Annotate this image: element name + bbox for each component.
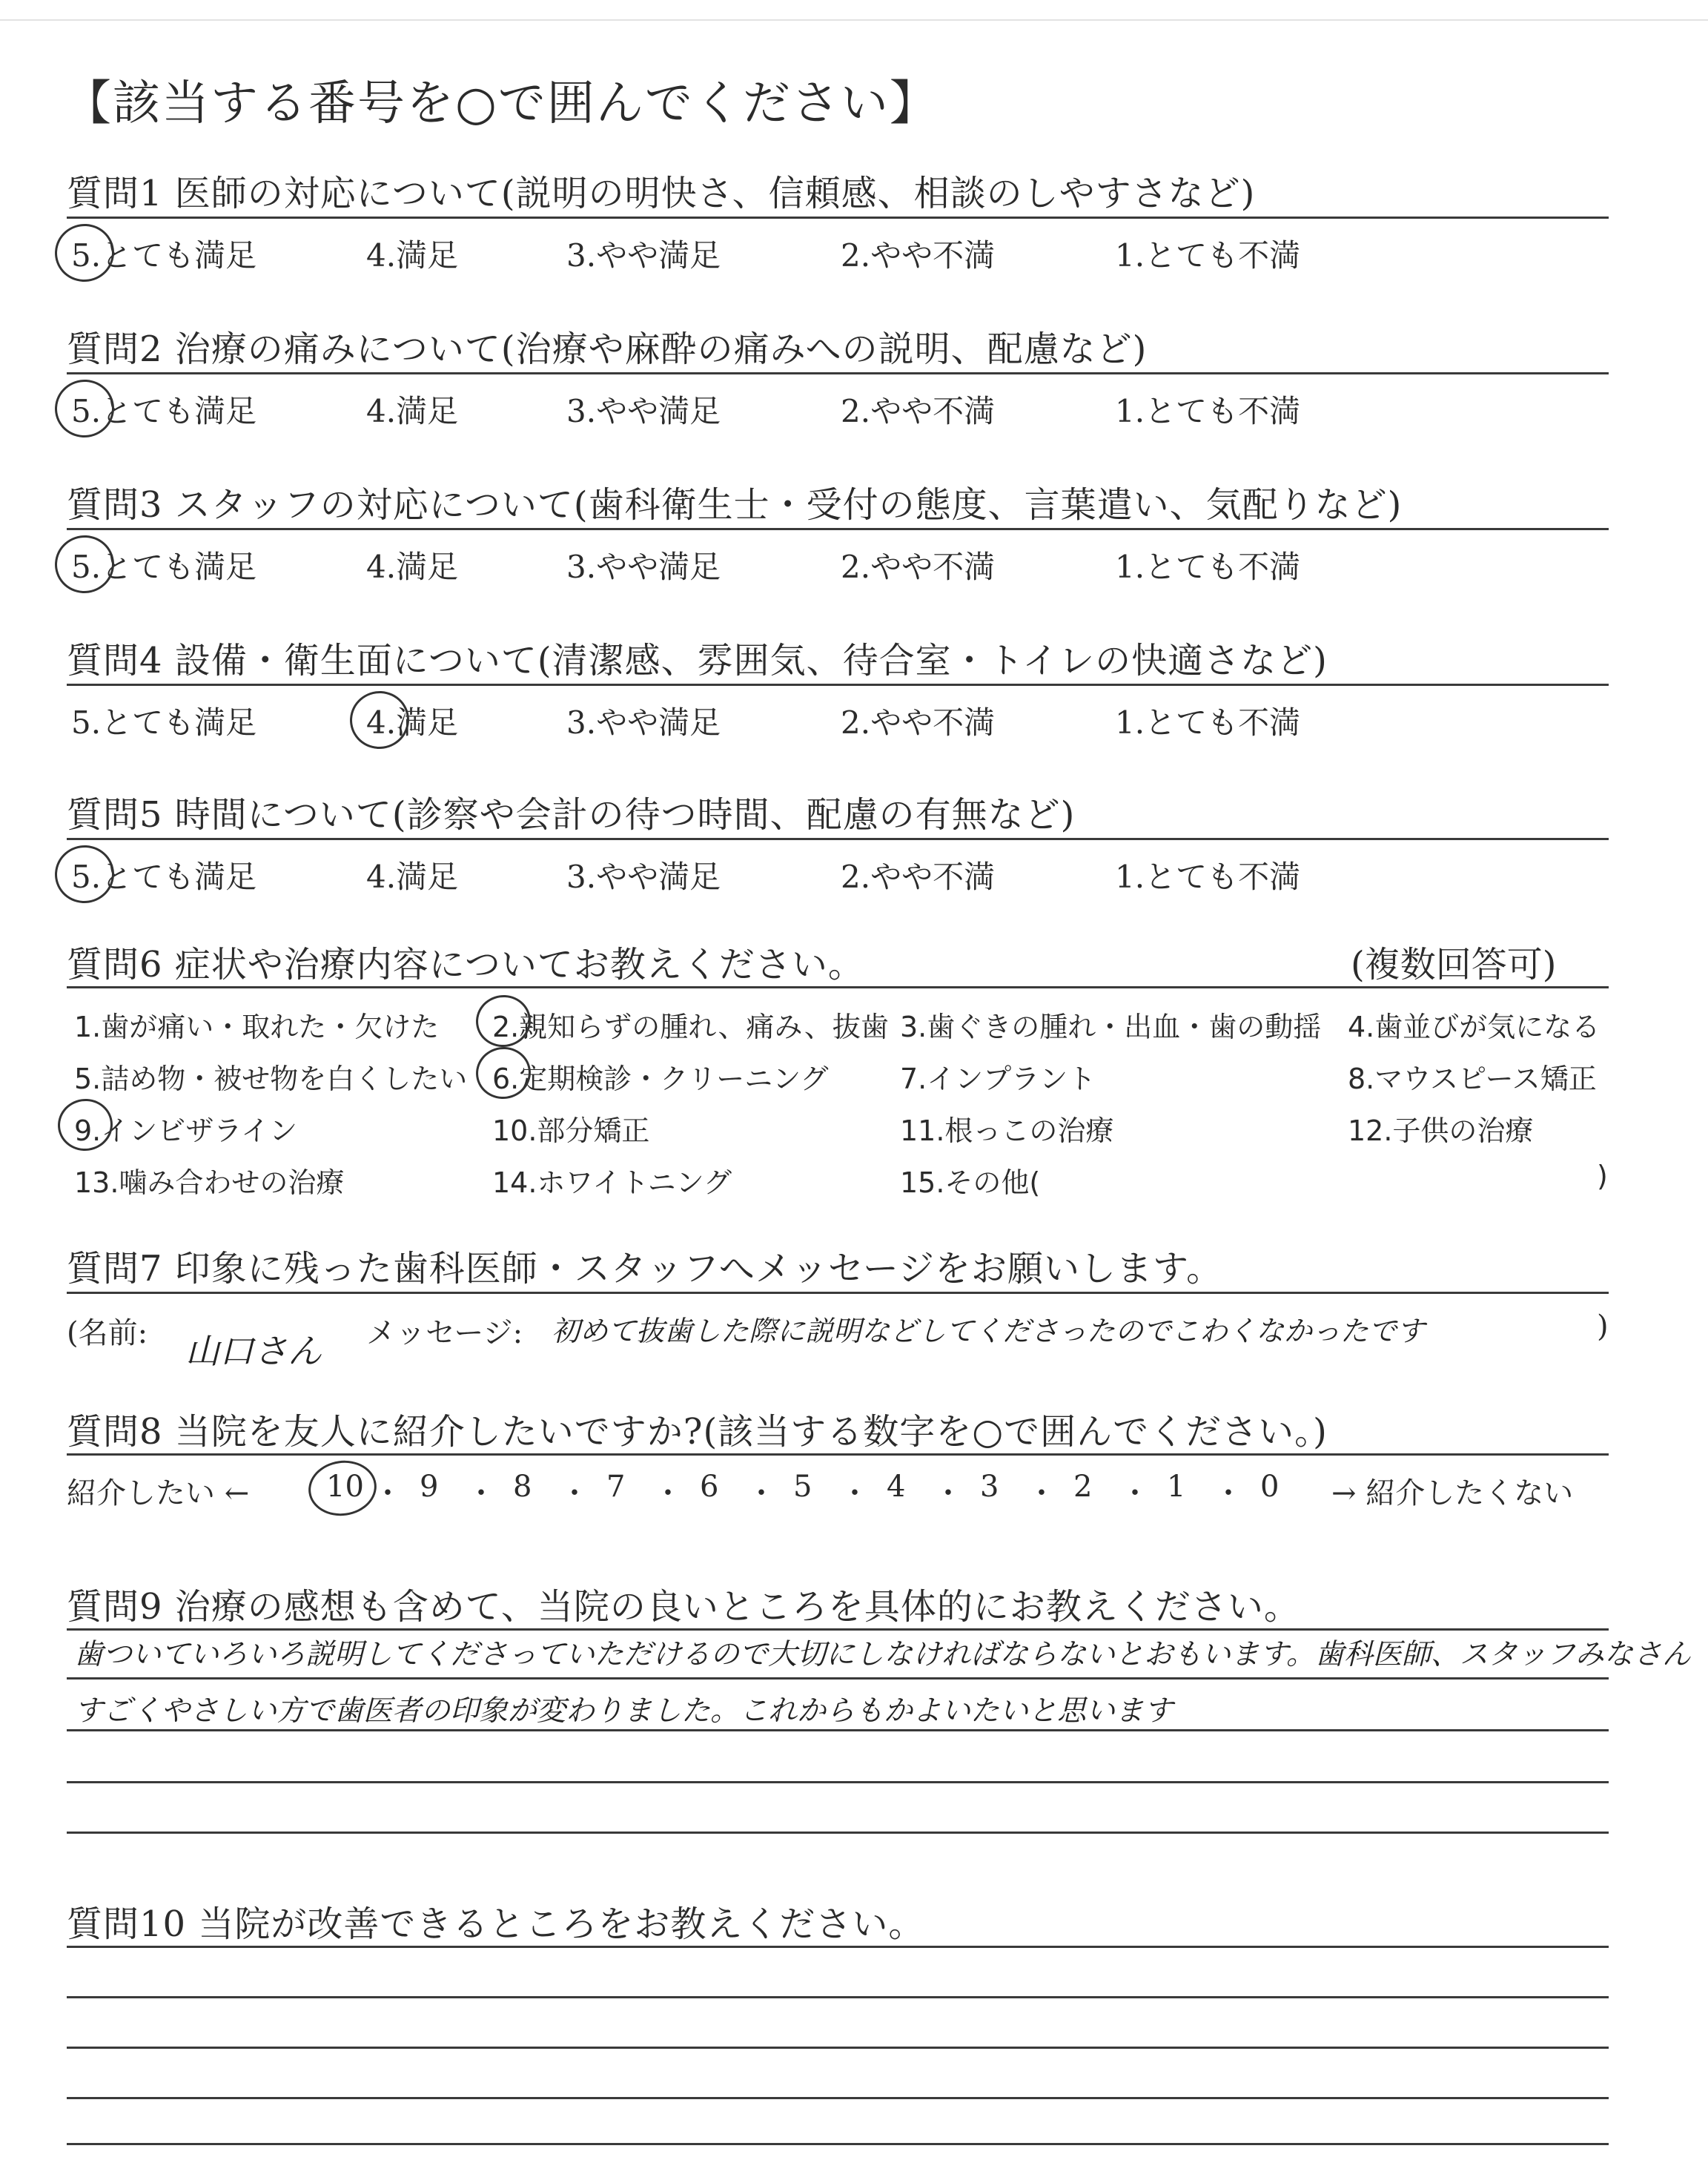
q6-option-5[interactable]: 5.詰め物・被せ物を白くしたい: [74, 1063, 468, 1095]
q1-option-2[interactable]: 2.やや不満: [841, 237, 996, 274]
q3-option-4[interactable]: 4.満足: [366, 549, 459, 585]
q7-name-value[interactable]: 山口さん: [185, 1331, 322, 1371]
q7-message-value[interactable]: 初めて抜歯した際に説明などしてくださったのでこわくなかったです: [552, 1315, 1426, 1347]
q6-option-7[interactable]: 7.インプラント: [900, 1063, 1096, 1095]
q7-name-label: (名前:: [67, 1316, 148, 1350]
q8-scale-7[interactable]: 7: [606, 1470, 626, 1504]
q8-scale-separator: ・: [840, 1476, 870, 1510]
q8-title: 質問8 当院を友人に紹介したいですか?(該当する数字を○で囲んでください。): [67, 1411, 1328, 1453]
q2-rule: [67, 372, 1609, 374]
q2-option-3[interactable]: 3.やや満足: [566, 393, 721, 429]
q5-option-5[interactable]: 5.とても満足: [71, 859, 257, 895]
q1-option-3[interactable]: 3.やや満足: [566, 237, 721, 274]
q4-option-3[interactable]: 3.やや満足: [566, 704, 721, 741]
q8-scale-separator: ・: [747, 1476, 776, 1510]
q4-title: 質問4 設備・衛生面について(清潔感、雰囲気、待合室・トイレの快適さなど): [67, 640, 1328, 681]
q4-rule: [67, 684, 1609, 686]
q10-rule-5: [67, 2143, 1609, 2145]
q5-option-1[interactable]: 1.とても不満: [1115, 859, 1301, 895]
q6-option-11[interactable]: 11.根っこの治療: [900, 1114, 1114, 1147]
q1-option-4[interactable]: 4.満足: [366, 237, 459, 274]
q6-option-6[interactable]: 6.定期検診・クリーニング: [492, 1063, 829, 1095]
q8-scale-separator: ・: [1027, 1476, 1056, 1510]
q8-scale-8[interactable]: 8: [513, 1470, 532, 1504]
q8-scale-separator: ・: [653, 1476, 683, 1510]
q8-scale-4[interactable]: 4: [887, 1470, 906, 1504]
q6-option-4[interactable]: 4.歯並びが気になる: [1348, 1011, 1601, 1043]
q8-scale-3[interactable]: 3: [980, 1470, 999, 1504]
q5-title: 質問5 時間について(診察や会計の待つ時間、配慮の有無など): [67, 794, 1076, 836]
q8-scale-separator: ・: [560, 1476, 589, 1510]
q6-other-close-paren: ): [1597, 1160, 1608, 1192]
q8-scale-separator: ・: [466, 1476, 496, 1510]
q1-option-1[interactable]: 1.とても不満: [1115, 237, 1301, 274]
q4-option-4[interactable]: 4.満足: [366, 704, 459, 741]
q3-option-1[interactable]: 1.とても不満: [1115, 549, 1301, 585]
q9-rule-4: [67, 1781, 1609, 1783]
page-top-edge: [0, 19, 1708, 21]
q2-title: 質問2 治療の痛みについて(治療や麻酔の痛みへの説明、配慮など): [67, 328, 1148, 370]
q6-option-9[interactable]: 9.インビザライン: [74, 1114, 298, 1147]
q4-option-5[interactable]: 5.とても満足: [71, 704, 257, 741]
q8-selection-circle: [305, 1456, 380, 1520]
q6-option-10[interactable]: 10.部分矯正: [492, 1114, 650, 1147]
q8-scale-10[interactable]: 10: [326, 1470, 364, 1504]
q8-scale-separator: ・: [1214, 1476, 1243, 1510]
q2-option-1[interactable]: 1.とても不満: [1115, 393, 1301, 429]
q1-title: 質問1 医師の対応について(説明の明快さ、信頼感、相談のしやすさなど): [67, 173, 1256, 214]
q6-rule: [67, 986, 1609, 988]
q7-title: 質問7 印象に残った歯科医師・スタッフへメッセージをお願いします。: [67, 1248, 1223, 1289]
q10-title: 質問10 当院が改善できるところをお教えください。: [67, 1903, 925, 1945]
q7-message-label: メッセージ:: [366, 1316, 523, 1350]
q3-option-2[interactable]: 2.やや不満: [841, 549, 996, 585]
q6-option-12[interactable]: 12.子供の治療: [1348, 1114, 1534, 1147]
q10-rule-2: [67, 1996, 1609, 1998]
q7-rule: [67, 1292, 1609, 1294]
q8-scale-separator: ・: [373, 1476, 403, 1510]
q6-option-1[interactable]: 1.歯が痛い・取れた・欠けた: [74, 1011, 440, 1043]
q4-option-1[interactable]: 1.とても不満: [1115, 704, 1301, 741]
q9-rule-1: [67, 1628, 1609, 1631]
q9-rule-3: [67, 1729, 1609, 1731]
q2-option-5[interactable]: 5.とても満足: [71, 393, 257, 429]
q8-rule: [67, 1453, 1609, 1456]
q10-rule-1: [67, 1946, 1609, 1948]
q5-option-3[interactable]: 3.やや満足: [566, 859, 721, 895]
q5-rule: [67, 838, 1609, 840]
q6-option-13[interactable]: 13.噛み合わせの治療: [74, 1166, 345, 1199]
q5-option-4[interactable]: 4.満足: [366, 859, 459, 895]
q6-option-8[interactable]: 8.マウスピース矯正: [1348, 1063, 1597, 1095]
q8-scale-9[interactable]: 9: [420, 1470, 439, 1504]
q2-option-4[interactable]: 4.満足: [366, 393, 459, 429]
q9-answer-line-2[interactable]: すごくやさしい方で歯医者の印象が変わりました。これからもかよいたいと思います: [74, 1694, 1174, 1728]
q6-option-2[interactable]: 2.親知らずの腫れ、痛み、抜歯: [492, 1011, 889, 1043]
q10-rule-3: [67, 2047, 1609, 2049]
q3-title: 質問3 スタッフの対応について(歯科衛生士・受付の態度、言葉遣い、気配りなど): [67, 484, 1403, 526]
q6-option-15[interactable]: 15.その他(: [900, 1166, 1041, 1199]
q9-rule-2: [67, 1677, 1609, 1680]
q6-title: 質問6 症状や治療内容についてお教えください。: [67, 944, 864, 985]
q8-scale-1[interactable]: 1: [1167, 1470, 1186, 1504]
q10-rule-4: [67, 2097, 1609, 2099]
q8-scale-2[interactable]: 2: [1073, 1470, 1093, 1504]
q4-option-2[interactable]: 2.やや不満: [841, 704, 996, 741]
q3-option-3[interactable]: 3.やや満足: [566, 549, 721, 585]
q6-multi-note: (複数回答可): [1351, 944, 1557, 985]
q1-rule: [67, 217, 1609, 219]
q3-option-5[interactable]: 5.とても満足: [71, 549, 257, 585]
q8-scale-separator: ・: [933, 1476, 963, 1510]
q9-title: 質問9 治療の感想も含めて、当院の良いところを具体的にお教えください。: [67, 1586, 1300, 1628]
q8-scale-0[interactable]: 0: [1260, 1470, 1280, 1504]
instruction-heading: 【該当する番号を○で囲んでください】: [64, 76, 939, 131]
q8-scale-5[interactable]: 5: [793, 1470, 812, 1504]
q6-option-14[interactable]: 14.ホワイトニング: [492, 1166, 732, 1199]
q5-option-2[interactable]: 2.やや不満: [841, 859, 996, 895]
q7-close-paren: ): [1597, 1309, 1609, 1344]
q9-rule-5: [67, 1832, 1609, 1834]
q9-answer-line-1[interactable]: 歯ついていろいろ説明してくださっていただけるので大切にしなければならないとおもいます。歯科医師、スタッフみなさん: [74, 1638, 1691, 1671]
q3-rule: [67, 528, 1609, 530]
q8-right-label: → 紹介したくない: [1331, 1476, 1574, 1510]
q8-left-label: 紹介したい ←: [67, 1476, 250, 1510]
q8-scale-6[interactable]: 6: [700, 1470, 719, 1504]
q6-option-3[interactable]: 3.歯ぐきの腫れ・出血・歯の動揺: [900, 1011, 1322, 1043]
q8-scale-separator: ・: [1120, 1476, 1150, 1510]
q2-option-2[interactable]: 2.やや不満: [841, 393, 996, 429]
q1-option-5[interactable]: 5.とても満足: [71, 237, 257, 274]
